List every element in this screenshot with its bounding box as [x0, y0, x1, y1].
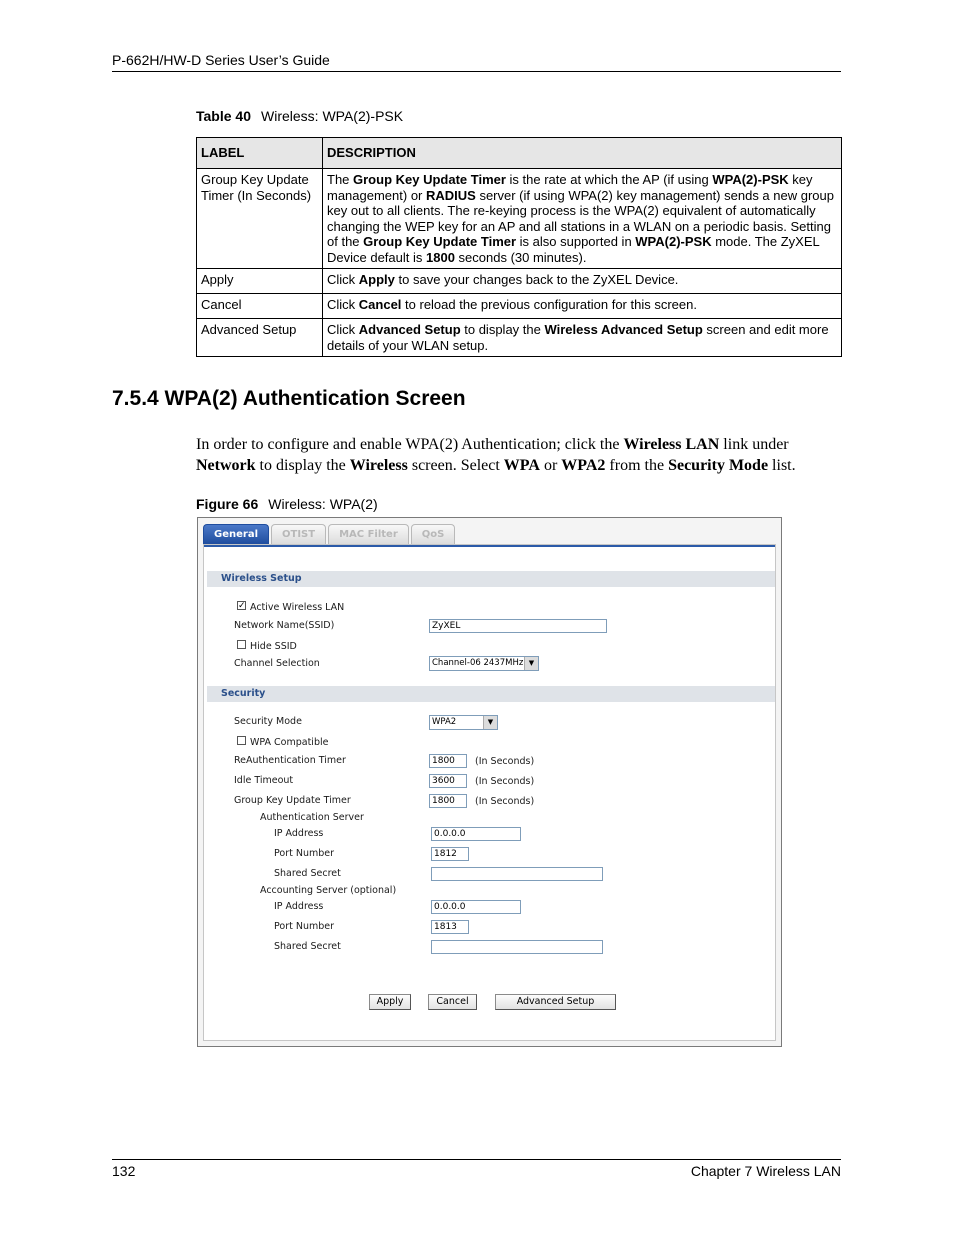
table-row — [197, 319, 842, 357]
figure-caption-label: Figure 66 — [196, 496, 259, 512]
check-icon: ✓ — [238, 600, 246, 610]
auth-secret-label: Shared Secret — [274, 868, 341, 879]
reauth-timer-input[interactable]: 1800 — [429, 754, 467, 768]
hide-ssid-checkbox[interactable] — [237, 640, 246, 649]
auth-ip-input[interactable]: 0.0.0.0 — [431, 827, 521, 841]
chapter-title: Chapter 7 Wireless LAN — [690, 1163, 841, 1179]
header-rule — [112, 71, 841, 72]
group-key-unit: (In Seconds) — [475, 796, 535, 807]
col-label-header: LABEL — [197, 138, 323, 169]
acct-secret-input[interactable] — [431, 940, 603, 954]
table-caption — [196, 108, 403, 124]
security-mode-label: Security Mode — [234, 716, 302, 727]
table-row — [197, 269, 842, 294]
idle-unit: (In Seconds) — [475, 776, 535, 787]
acct-ip-input[interactable]: 0.0.0.0 — [431, 900, 521, 914]
body-paragraph: In order to configure and enable WPA(2) Authentication; click the Wireless LAN link under Network to display the Wireless screen. Select WPA or WPA2 from the Security Mode list. — [196, 436, 796, 474]
row-label: Group Key Update Timer (In Seconds) — [197, 169, 323, 269]
row-description: The Group Key Update Timer is the rate at which the AP (if using WPA(2)-PSK key management) or RADIUS server (if using WPA(2) key management) sends a new group key out to all clients. The re-keying process is the WPA(2) equivalent of automatically changing the WEP key for an AP and all stations in a WLAN on a periodic basis. Setting of the Group Key Update Timer is also supported in WPA(2)-PSK mode. The ZyXEL Device default is 1800 seconds (30 minutes). — [323, 169, 842, 269]
acct-ip-label: IP Address — [274, 901, 324, 912]
chevron-down-icon: ▼ — [524, 657, 538, 670]
row-description: Click Apply to save your changes back to the ZyXEL Device. — [323, 269, 842, 294]
row-description: Click Cancel to reload the previous configuration for this screen. — [323, 294, 842, 319]
table-caption-label: Table 40 — [196, 108, 251, 124]
reauth-timer-label: ReAuthentication Timer — [234, 755, 346, 766]
idle-timeout-label: Idle Timeout — [234, 775, 294, 786]
tab-mac-filter[interactable]: MAC Filter — [328, 524, 409, 544]
group-key-timer-input[interactable]: 1800 — [429, 794, 467, 808]
active-wireless-checkbox[interactable] — [237, 601, 246, 610]
panel-top-border — [204, 545, 775, 547]
wireless-setup-header: Wireless Setup — [207, 571, 775, 587]
auth-ip-label: IP Address — [274, 828, 324, 839]
auth-port-input[interactable]: 1812 — [431, 847, 469, 861]
security-header: Security — [207, 686, 775, 702]
row-description: Click Advanced Setup to display the Wireless Advanced Setup screen and edit more details of your WLAN setup. — [323, 319, 842, 357]
tab-otist[interactable]: OTIST — [271, 524, 326, 544]
acct-port-label: Port Number — [274, 921, 335, 932]
channel-label: Channel Selection — [234, 658, 320, 669]
table-row — [197, 169, 842, 269]
footer-rule — [112, 1159, 841, 1160]
auth-secret-input[interactable] — [431, 867, 603, 881]
wpa-compatible-label: WPA Compatible — [250, 737, 329, 748]
advanced-setup-button[interactable]: Advanced Setup — [495, 994, 616, 1010]
idle-timeout-input[interactable]: 3600 — [429, 774, 467, 788]
cancel-button[interactable]: Cancel — [428, 994, 477, 1010]
auth-server-label: Authentication Server — [260, 812, 364, 823]
wireless-screen — [197, 517, 782, 1047]
col-desc-header: DESCRIPTION — [323, 138, 842, 169]
security-mode-select[interactable]: WPA2 ▼ — [429, 715, 498, 730]
description-table — [196, 137, 842, 357]
ssid-label: Network Name(SSID) — [234, 620, 335, 631]
acct-secret-label: Shared Secret — [274, 941, 341, 952]
table-header-row — [197, 138, 842, 169]
chevron-down-icon: ▼ — [483, 716, 497, 729]
figure-caption — [196, 496, 378, 512]
tab-general[interactable]: General — [203, 524, 269, 544]
row-label: Apply — [197, 269, 323, 294]
tab-qos[interactable]: QoS — [411, 524, 456, 544]
section-title: 7.5.4 WPA(2) Authentication Screen — [112, 387, 466, 410]
ssid-input[interactable]: ZyXEL — [429, 619, 607, 633]
acct-port-input[interactable]: 1813 — [431, 920, 469, 934]
running-header: P-662H/HW-D Series User’s Guide — [112, 52, 330, 68]
group-key-timer-label: Group Key Update Timer — [234, 795, 351, 806]
wpa-compatible-checkbox[interactable] — [237, 736, 246, 745]
apply-button[interactable]: Apply — [369, 994, 411, 1010]
tab-bar — [203, 524, 457, 544]
figure-caption-text: Wireless: WPA(2) — [268, 496, 378, 512]
channel-select[interactable]: Channel-06 2437MHz ▼ — [429, 656, 539, 671]
page-number: 132 — [112, 1163, 136, 1179]
row-label: Advanced Setup — [197, 319, 323, 357]
hide-ssid-label: Hide SSID — [250, 641, 297, 652]
active-wireless-label: Active Wireless LAN — [250, 602, 345, 613]
table-caption-text: Wireless: WPA(2)-PSK — [261, 108, 404, 124]
settings-panel — [203, 544, 776, 1041]
table-row — [197, 294, 842, 319]
reauth-unit: (In Seconds) — [475, 756, 535, 767]
row-label: Cancel — [197, 294, 323, 319]
acct-server-label: Accounting Server (optional) — [260, 885, 397, 896]
auth-port-label: Port Number — [274, 848, 335, 859]
